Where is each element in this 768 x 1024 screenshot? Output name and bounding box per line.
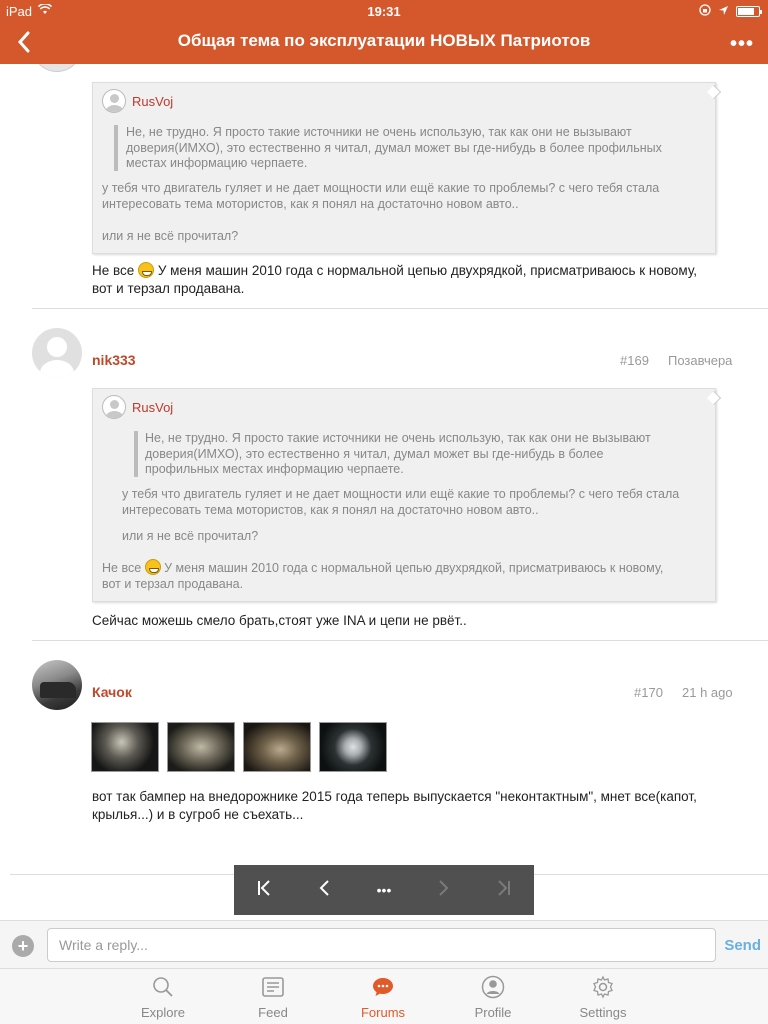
avatar: [32, 64, 82, 72]
quote-text: или я не всё прочитал?: [122, 529, 259, 543]
status-bar: [0, 0, 768, 22]
more-options-button[interactable]: •••: [729, 33, 754, 55]
carrier-label: iPad: [6, 4, 33, 19]
prev-page-button[interactable]: [304, 877, 344, 903]
nested-quote-bar: [134, 431, 138, 477]
send-button[interactable]: Send: [724, 937, 761, 954]
page-menu-button[interactable]: •••: [376, 882, 392, 898]
tab-bar: [0, 968, 768, 1024]
nested-quote-text: Не, не трудно. Я просто такие источники не очень использую, так как они не вызывают доверия(ИМХО), это естественно я читал, думал может вы где-нибудь в более профильных местах информацию черпаете.: [126, 125, 662, 170]
tab-settings[interactable]: [563, 975, 643, 1020]
tab-label: Settings: [579, 1005, 627, 1020]
page-title: Общая тема по эксплуатации НОВЫХ Патриотов: [177, 31, 591, 50]
quote-block: [92, 82, 716, 254]
tab-label: Feed: [258, 1005, 288, 1020]
reply-bar: [0, 920, 768, 968]
reply-input[interactable]: [47, 928, 716, 962]
battery-icon: [736, 6, 760, 17]
username[interactable]: nik333: [92, 352, 136, 368]
last-page-icon: [496, 879, 512, 897]
username[interactable]: Качок: [92, 684, 132, 700]
post-body: Сейчас можешь смело брать,стоят уже INA и цепи не рвёт..: [92, 613, 467, 628]
quote-text: у тебя что двигатель гуляет и не дает мощности или ещё какие то проблемы? с чего тебя стала интересовать тема мотористов, как я понял на достаточно новом авто..: [102, 181, 660, 211]
chevron-left-icon: [318, 879, 330, 897]
quote-text: у тебя что двигатель гуляет и не дает мощности или ещё какие то проблемы? с чего тебя стала интересовать тема мотористов, как я понял на достаточно новом авто..: [122, 487, 680, 517]
orientation-lock-icon: [699, 4, 711, 19]
avatar: [102, 395, 126, 419]
attachment-thumbnail[interactable]: [167, 722, 235, 772]
quote-text: Не все У меня машин 2010 года с нормальной цепью двухрядкой, присматриваюсь к новому, вот и терзал продавана.: [102, 561, 664, 591]
back-button[interactable]: [12, 28, 36, 56]
tab-label: Forums: [360, 1005, 406, 1020]
tab-explore[interactable]: [123, 975, 203, 1020]
grin-emoji-icon: [138, 262, 154, 278]
post-number[interactable]: #169: [620, 353, 649, 368]
chat-bubble-icon: [371, 975, 395, 999]
chevron-right-icon: [438, 879, 450, 897]
next-page-button[interactable]: [424, 877, 464, 903]
tab-profile[interactable]: [453, 975, 533, 1020]
avatar[interactable]: [32, 328, 82, 378]
chevron-left-icon: [17, 31, 31, 53]
divider: [32, 308, 768, 309]
quote-text: или я не всё прочитал?: [102, 229, 239, 243]
nested-quote-bar: [114, 125, 118, 171]
first-page-icon: [256, 879, 272, 897]
profile-icon: [481, 975, 505, 999]
tab-forums[interactable]: [343, 975, 423, 1020]
last-page-button[interactable]: [484, 877, 524, 903]
quote-block: [92, 388, 716, 602]
location-icon: [718, 5, 729, 19]
post-time: 21 h ago: [682, 685, 733, 700]
attachment-thumbnail[interactable]: [243, 722, 311, 772]
avatar[interactable]: [32, 660, 82, 710]
post-body: вот так бампер на внедорожнике 2015 года теперь выпускается "неконтактным", мнет все(капот, крылья...) и в сугроб не съехать...: [92, 789, 697, 822]
thread-content: [0, 64, 768, 920]
attachment-thumbnail[interactable]: [91, 722, 159, 772]
add-attachment-icon[interactable]: +: [12, 935, 34, 957]
gear-icon: [591, 975, 615, 999]
first-page-button[interactable]: [244, 877, 284, 903]
tab-label: Profile: [474, 1005, 512, 1020]
post-number[interactable]: #170: [634, 685, 663, 700]
search-icon: [151, 975, 175, 999]
post-time: Позавчера: [668, 353, 733, 368]
post-body: Не все У меня машин 2010 года с нормальной цепью двухрядкой, присматриваюсь к новому, вот и терзал продавана.: [92, 263, 697, 296]
attachment-thumbnail[interactable]: [319, 722, 387, 772]
top-bar: [0, 0, 768, 64]
pagination-bar: [234, 865, 534, 915]
quote-username[interactable]: RusVoj: [132, 93, 174, 109]
clock: 19:31: [367, 4, 401, 19]
quote-username[interactable]: RusVoj: [132, 399, 174, 415]
divider: [32, 640, 768, 641]
tab-feed[interactable]: [233, 975, 313, 1020]
feed-icon: [261, 975, 285, 999]
nested-quote-text: Не, не трудно. Я просто такие источники не очень использую, так как они не вызывают доверия(ИМХО), это естественно я читал, думал может вы где-нибудь в более профильных местах информацию черпаете.: [145, 431, 651, 476]
grin-emoji-icon: [145, 559, 161, 575]
avatar: [102, 89, 126, 113]
tab-label: Explore: [140, 1005, 186, 1020]
